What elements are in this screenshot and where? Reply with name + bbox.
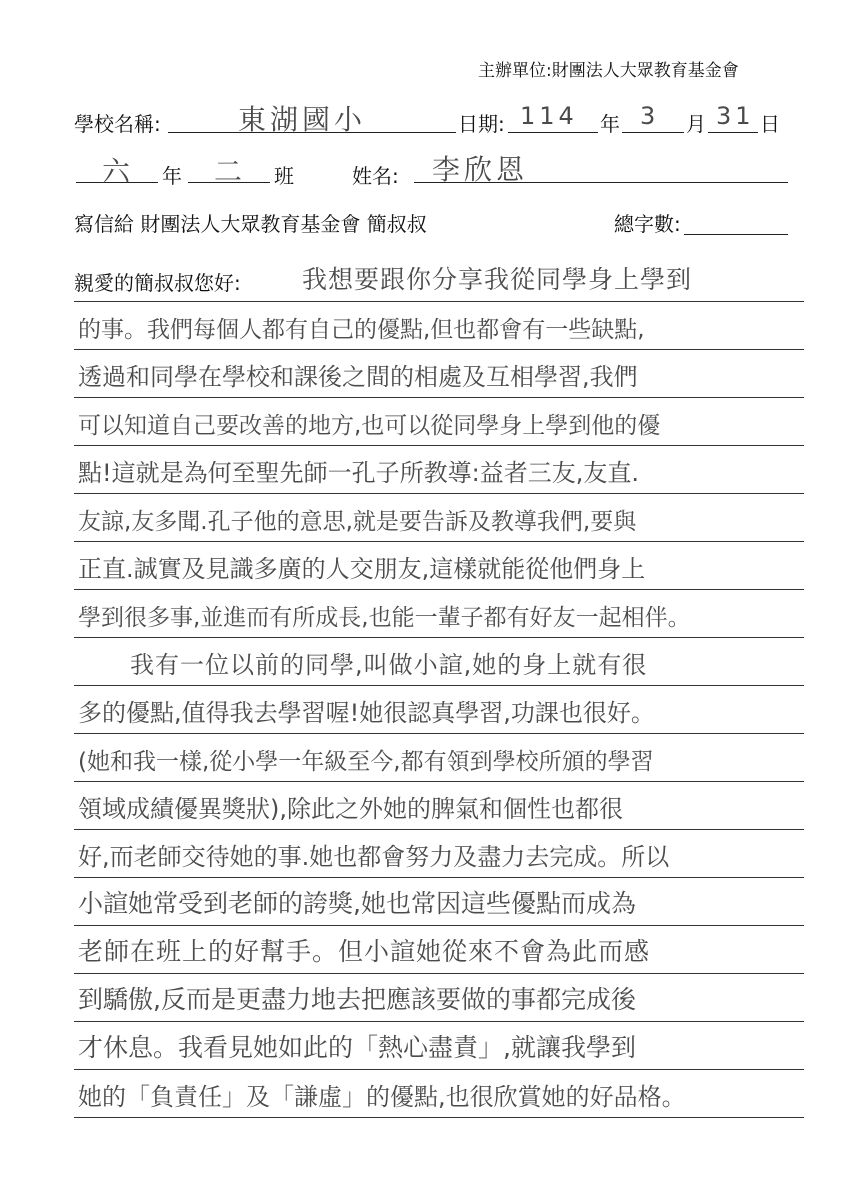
letter-line [74, 1064, 804, 1118]
letter-line [74, 584, 804, 638]
letter-line-text: 小諠她常受到老師的誇獎,她也常因這些優點而成為 [78, 889, 636, 918]
greeting: 親愛的簡叔叔您好: [74, 271, 241, 295]
year-value: 114 [520, 102, 578, 130]
name-value: 李欣恩 [432, 153, 529, 186]
letter-line-text: 學到很多事,並進而有所成長,也能一輩子都有好友一起相伴。 [78, 605, 691, 631]
date-label: 日期: [458, 112, 505, 136]
month-label: 月 [686, 112, 706, 136]
school-value: 東湖國小 [238, 103, 367, 136]
letter-line-text: 老師在班上的好幫手。但小諠她從來不會為此而感 [78, 937, 651, 966]
letter-line-text: 我想要跟你分享我從同學身上學到 [302, 265, 693, 294]
school-label: 學校名稱: [74, 112, 161, 136]
year-label: 年 [600, 112, 620, 136]
recipient-line: 寫信給 財團法人大眾教育基金會 簡叔叔 [74, 212, 427, 236]
letter-line-text: 點!這就是為何至聖先師一孔子所教導:益者三友,友直. [78, 459, 639, 487]
letter-line [74, 440, 804, 494]
day-label: 日 [760, 112, 780, 136]
letter-line-text: 領域成績優異獎狀),除此之外她的脾氣和個性也都很 [78, 795, 623, 823]
letter-line [74, 488, 804, 542]
letter-line [74, 536, 804, 590]
letter-line [74, 392, 804, 446]
letter-line-text: 到驕傲,反而是更盡力地去把應該要做的事都完成後 [78, 985, 636, 1014]
grade-value: 六 [102, 155, 135, 188]
letter-line-text: 好,而老師交待她的事.她也都會努力及盡力去完成。所以 [78, 843, 670, 871]
letter-line [74, 872, 804, 926]
letter-line-text: 才休息。我看見她如此的「熱心盡責」,就讓我學到 [78, 1033, 636, 1062]
letter-line [74, 296, 804, 350]
letter-line [74, 968, 804, 1022]
letter-line [74, 920, 804, 974]
letter-line [74, 728, 804, 782]
letter-line-text: 她的「負責任」及「謙虛」的優點,也很欣賞她的好品格。 [78, 1083, 686, 1111]
name-label: 姓名: [352, 164, 399, 188]
letter-line-text: 可以知道自己要改善的地方,也可以從同學身上學到他的優 [78, 413, 661, 439]
letter-line [74, 680, 804, 734]
letter-line [74, 776, 804, 830]
letter-line [74, 824, 804, 878]
letter-line-text: 我有一位以前的同學,叫做小諠,她的身上就有很 [130, 651, 648, 679]
letter-line-text: (她和我一樣,從小學一年級至今,都有領到學校所頒的學習 [78, 749, 654, 775]
letter-line [74, 1016, 804, 1070]
day-value: 31 [716, 102, 755, 130]
letter-line-text: 透過和同學在學校和課後之間的相處及互相學習,我們 [78, 363, 638, 391]
letter-line-text: 正直.誠實及見識多廣的人交朋友,這樣就能從他們身上 [78, 555, 646, 583]
grade-label: 年 [162, 164, 182, 188]
month-value: 3 [640, 102, 660, 130]
letter-line-text: 的事。我們每個人都有自己的優點,但也都會有一些缺點, [78, 317, 645, 343]
word-count-label: 總字數: [614, 212, 681, 236]
class-label: 班 [274, 164, 294, 188]
letter-line-text: 友諒,友多聞.孔子他的意思,就是要告訴及教導我們,要與 [78, 509, 637, 535]
organizer-text: 主辦單位:財團法人大眾教育基金會 [478, 61, 739, 81]
letter-line [74, 344, 804, 398]
letter-line-text: 多的優點,值得我去學習喔!她很認真學習,功課也很好。 [78, 699, 655, 727]
letter-line [74, 632, 804, 686]
class-value: 二 [214, 155, 247, 188]
letter-line [74, 248, 804, 302]
